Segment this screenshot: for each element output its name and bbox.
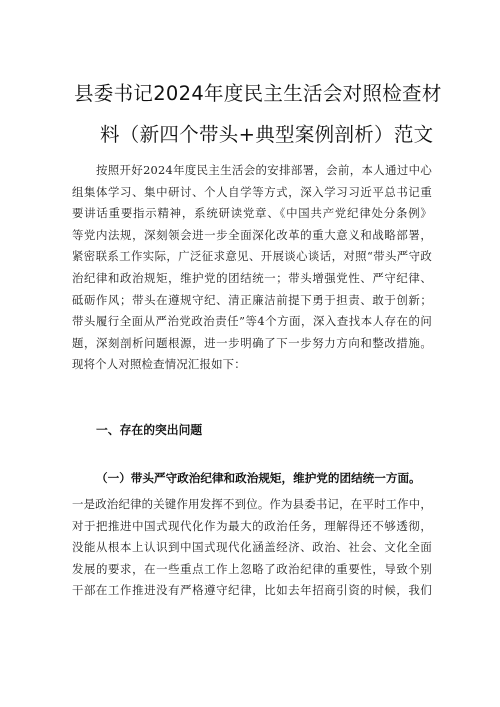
body-line: 一是政治纪律的关键作用发挥不到位。作为县委书记，在平时工作中，	[72, 497, 432, 511]
intro-line: 按照开好2024年度民主生活会的安排部署，会前，本人通过中心	[96, 163, 432, 177]
intro-paragraph	[72, 160, 432, 376]
intro-line: 治纪律和政治规矩，维护党的团结统一；带头增强党性、严守纪律、	[72, 270, 432, 285]
intro-line: 题，深刻剖析问题根源，进一步明确了下一步努力方向和整改措施。	[72, 335, 432, 350]
document-title-line-2: 料（新四个带头+典型案例剖析）范文	[100, 123, 434, 146]
intro-line: 紧密联系工作实际，广泛征求意见、开展谈心谈话，对照“带头严守政	[72, 249, 432, 264]
intro-line: 组集体学习、集中研讨、个人自学等方式，深入学习习近平总书记重	[72, 184, 432, 199]
intro-line: 砥砺作风；带头在遵规守纪、清正廉洁前提下勇于担责、敢于创新；	[72, 292, 432, 307]
body-line: 对于把推进中国式现代化作为最大的政治任务，理解得还不够透彻，	[72, 518, 432, 533]
subsection-heading: （一）带头严守政治纪律和政治规矩，维护党的团结统一方面。	[96, 471, 421, 485]
body-line: 干部在工作推进没有严格遵守纪律，比如去年招商引资的时候，我们	[72, 583, 432, 598]
document-title-line-1: 县委书记2024年度民主生活会对照检查材	[74, 82, 442, 105]
intro-line: 带头履行全面从严治党政治责任”等4个方面，深入查找本人存在的问	[72, 314, 432, 329]
body-paragraph	[72, 494, 432, 602]
body-line: 没能从根本上认识到中国式现代化涵盖经济、政治、社会、文化全面	[72, 540, 432, 555]
intro-line: 要讲话重要指示精神，系统研读党章、《中国共产党纪律处分条例》	[72, 206, 432, 221]
body-line: 发展的要求，在一些重点工作上忽略了政治纪律的重要性，导致个别	[72, 561, 432, 576]
intro-line: 现将个人对照检查情况汇报如下：	[72, 357, 246, 372]
intro-line: 等党内法规，深刻领会进一步全面深化改革的重大意义和战略部署，	[72, 227, 432, 242]
section-heading: 一、存在的突出问题	[96, 423, 203, 437]
